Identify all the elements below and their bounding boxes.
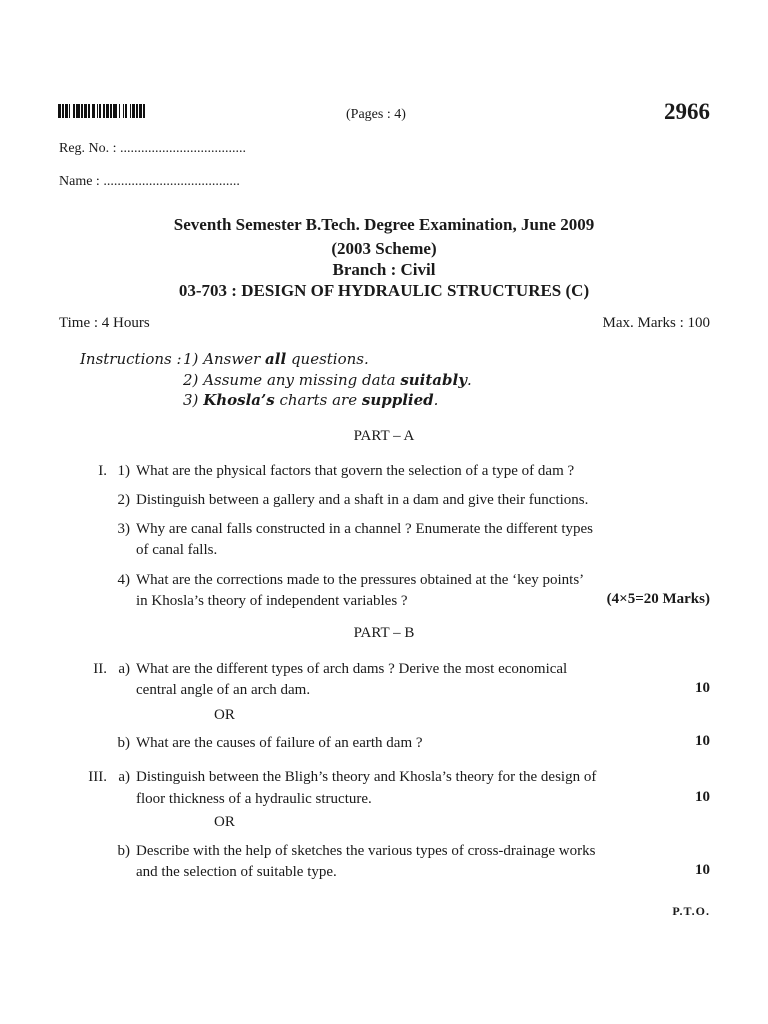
or-separator: OR: [214, 707, 235, 723]
question-marks: 10: [695, 680, 710, 696]
question-number: 3): [117, 521, 130, 537]
part-a-marks: (4×5=20 Marks): [606, 591, 710, 607]
question-number: 1): [117, 463, 130, 479]
question-marks: 10: [695, 733, 710, 749]
question-text: What are the corrections made to the pressures obtained at the ‘key points’: [136, 572, 585, 588]
question-text: central angle of an arch dam.: [136, 682, 311, 698]
question-text: What are the physical factors that govern the selection of a type of dam ?: [136, 463, 575, 479]
reg-no-field: Reg. No. : ....................................: [59, 141, 247, 156]
question-text: in Khosla’s theory of independent variables ?: [136, 593, 408, 609]
question-text: floor thickness of a hydraulic structure.: [136, 791, 372, 807]
question-text: Why are canal falls constructed in a channel ? Enumerate the different types: [136, 521, 594, 537]
instructions-label: Instructions :: [80, 350, 182, 368]
question-text: of canal falls.: [136, 542, 218, 558]
instruction-1: 1) Answer all questions.: [183, 350, 369, 368]
page-turn-over: P.T.O.: [672, 904, 710, 918]
question-marks: 10: [695, 862, 710, 878]
barcode: [58, 104, 146, 118]
question-number: b): [117, 843, 130, 859]
question-text: and the selection of suitable type.: [136, 864, 337, 880]
question-text: What are the different types of arch dams ? Derive the most economical: [136, 661, 568, 677]
paper-code: 2966: [664, 99, 710, 124]
page-count: (Pages : 4): [346, 107, 406, 122]
instruction-2: 2) Assume any missing data suitably.: [183, 371, 472, 389]
question-roman-i: I.: [98, 463, 107, 479]
question-text: Describe with the help of sketches the various types of cross-drainage works: [136, 843, 596, 859]
question-roman-ii: II.: [93, 661, 107, 677]
question-number: a): [118, 769, 130, 785]
question-number: a): [118, 661, 130, 677]
question-roman-iii: III.: [88, 769, 107, 785]
question-text: What are the causes of failure of an earth dam ?: [136, 735, 423, 751]
instruction-3: 3) Khosla’s charts are supplied.: [183, 391, 439, 409]
max-marks: Max. Marks : 100: [602, 315, 710, 331]
question-number: b): [117, 735, 130, 751]
question-number: 2): [117, 492, 130, 508]
question-text: Distinguish between a gallery and a shaft in a dam and give their functions.: [136, 492, 589, 508]
part-b-heading: PART – B: [353, 625, 415, 641]
subject-title: 03-703 : DESIGN OF HYDRAULIC STRUCTURES (C): [178, 281, 590, 300]
exam-title: Seventh Semester B.Tech. Degree Examination, June 2009: [173, 215, 595, 234]
part-a-heading: PART – A: [353, 428, 415, 444]
question-text: Distinguish between the Bligh’s theory and Khosla’s theory for the design of: [136, 769, 597, 785]
name-field: Name : .......................................: [59, 174, 240, 189]
time-limit: Time : 4 Hours: [59, 315, 150, 331]
scheme: (2003 Scheme): [331, 239, 437, 258]
question-marks: 10: [695, 789, 710, 805]
question-number: 4): [117, 572, 130, 588]
or-separator: OR: [214, 814, 235, 830]
branch: Branch : Civil: [332, 260, 436, 279]
